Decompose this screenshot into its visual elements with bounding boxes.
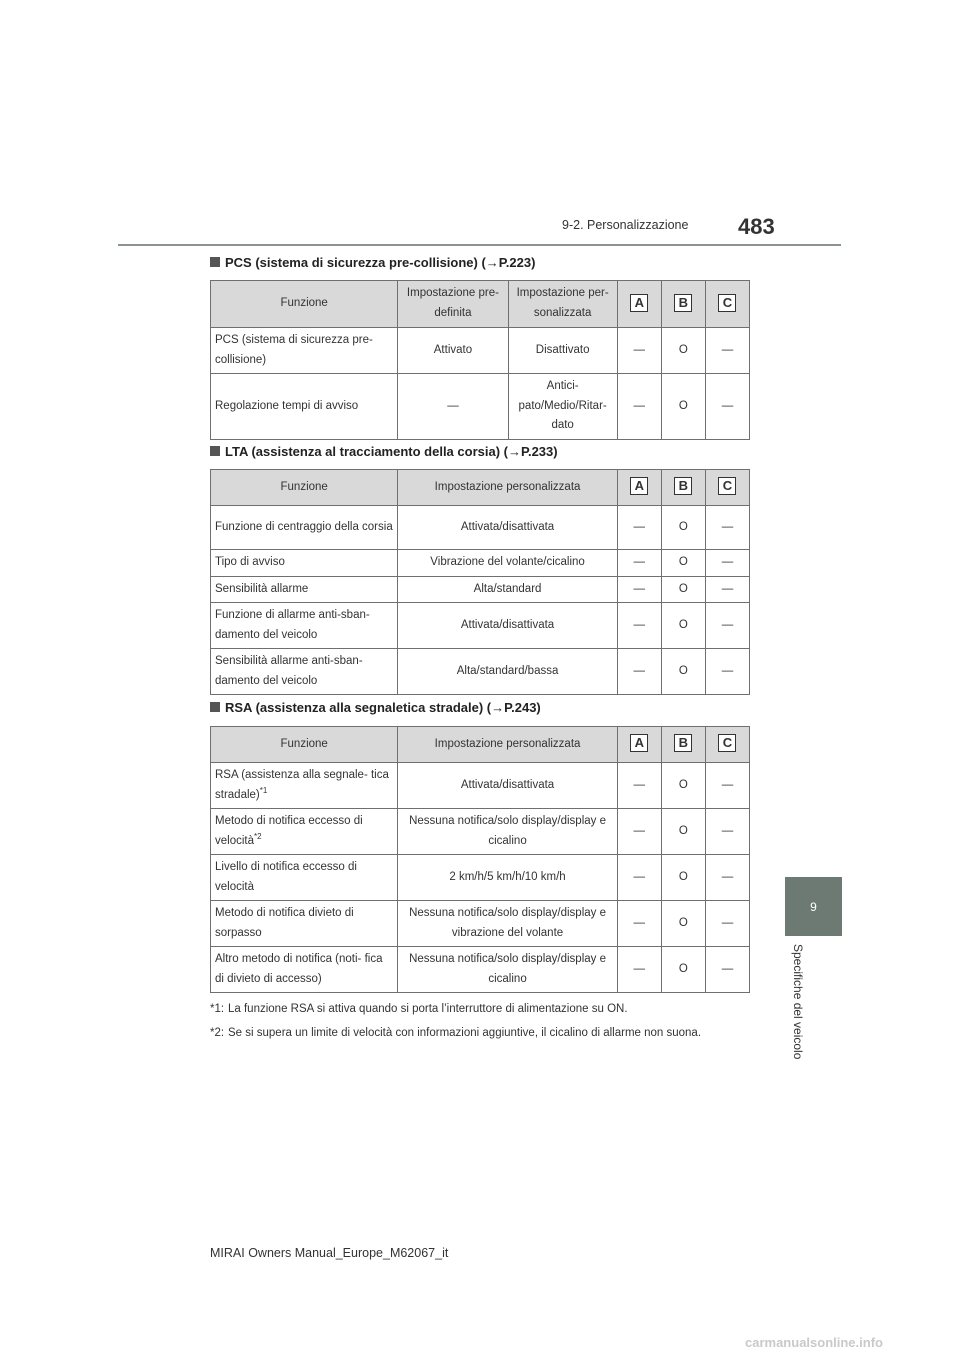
letter-c-icon: C	[718, 294, 736, 312]
cell-custom: Attivata/disattivata	[398, 603, 617, 649]
cell-b: O	[661, 506, 705, 550]
cell-c: —	[705, 576, 749, 603]
table-row	[211, 901, 750, 947]
cell-function: Tipo di avviso	[211, 550, 398, 577]
cell-c: —	[705, 328, 749, 374]
cell-function: Metodo di notifica eccesso di velocità$^{*2}$	[211, 809, 398, 855]
cell-c: —	[705, 374, 749, 440]
table-row	[211, 374, 750, 440]
chapter-label: Specifiche del veicolo	[791, 944, 805, 1060]
footnote-2: *2: Se si supera un limite di velocità con informazioni aggiuntive, il cicalino di allarme non suona.	[210, 1027, 702, 1039]
footnote-ref: *2	[254, 831, 262, 841]
letter-b-icon: B	[674, 294, 692, 312]
cell-c: —	[705, 947, 749, 993]
table-row	[211, 576, 750, 603]
table-row	[211, 603, 750, 649]
cell-a: —	[617, 855, 661, 901]
letter-a-icon: A	[630, 477, 648, 495]
cell-custom: Attivata/disattivata	[398, 506, 617, 550]
table-row	[211, 947, 750, 993]
cell-c: —	[705, 506, 749, 550]
pcs-table	[210, 280, 750, 440]
cell-a: —	[617, 506, 661, 550]
page-number: 483	[738, 214, 775, 239]
cell-a: —	[617, 763, 661, 809]
cell-default: Attivato	[398, 328, 508, 374]
cell-custom: Alta/standard/bassa	[398, 649, 617, 695]
table-row	[211, 855, 750, 901]
table-header-row	[211, 281, 750, 328]
cell-function: Metodo di notifica divieto di sorpasso	[211, 901, 398, 947]
rsa-heading: RSA (assistenza alla segnaletica stradale) (→P.243)	[210, 700, 541, 715]
footnote-1: *1: La funzione RSA si attiva quando si porta l’interruttore di alimentazione su ON.	[210, 1003, 628, 1015]
square-bullet-icon	[210, 257, 220, 267]
cell-a: —	[617, 947, 661, 993]
cell-custom: Nessuna notifica/solo display/display e vibrazione del volante	[398, 901, 617, 947]
table-row	[211, 550, 750, 577]
cell-function: Regolazione tempi di avviso	[211, 374, 398, 440]
square-bullet-icon	[210, 446, 220, 456]
cell-c: —	[705, 550, 749, 577]
cell-c: —	[705, 901, 749, 947]
letter-c-icon: C	[718, 734, 736, 752]
pcs-heading: PCS (sistema di sicurezza pre-collisione) (→P.223)	[210, 255, 535, 270]
cell-custom: Antici- pato/Medio/Ritar- dato	[508, 374, 617, 440]
table-row	[211, 649, 750, 695]
cell-b: O	[661, 855, 705, 901]
table-row	[211, 328, 750, 374]
chapter-tab[interactable]	[785, 877, 842, 936]
cell-c: —	[705, 603, 749, 649]
cell-custom: Attivata/disattivata	[398, 763, 617, 809]
cell-b: O	[661, 603, 705, 649]
cell-c: —	[705, 855, 749, 901]
letter-a-icon: A	[630, 294, 648, 312]
cell-c: —	[705, 763, 749, 809]
table-row	[211, 506, 750, 550]
cell-b: O	[661, 763, 705, 809]
cell-function: Altro metodo di notifica (noti- fica di divieto di accesso)	[211, 947, 398, 993]
letter-c-icon: C	[718, 477, 736, 495]
cell-b: O	[661, 947, 705, 993]
cell-custom: Disattivato	[508, 328, 617, 374]
table-row	[211, 809, 750, 855]
cell-custom: Alta/standard	[398, 576, 617, 603]
cell-a: —	[617, 576, 661, 603]
cell-function: RSA (assistenza alla segnale- tica stradale)$^{*1}$	[211, 763, 398, 809]
footnote-ref: *1	[259, 785, 268, 795]
cell-c: —	[705, 809, 749, 855]
cell-c: —	[705, 649, 749, 695]
watermark: carmanualsonline.info	[745, 1335, 883, 1350]
section-title: 9-2. Personalizzazione	[562, 218, 689, 232]
cell-a: —	[617, 603, 661, 649]
letter-a-icon: A	[630, 734, 648, 752]
square-bullet-icon	[210, 702, 220, 712]
cell-b: O	[661, 576, 705, 603]
cell-function: Funzione di centraggio della corsia	[211, 506, 398, 550]
cell-default: —	[398, 374, 508, 440]
cell-b: O	[661, 809, 705, 855]
col-header-function: Funzione	[211, 470, 398, 506]
cell-function: Sensibilità allarme anti-sban- damento del veicolo	[211, 649, 398, 695]
col-header-custom: Impostazione personalizzata	[398, 727, 617, 763]
letter-b-icon: B	[674, 734, 692, 752]
col-header-function: Funzione	[211, 727, 398, 763]
cell-function: Funzione di allarme anti-sban- damento del veicolo	[211, 603, 398, 649]
cell-a: —	[617, 328, 661, 374]
cell-function: Sensibilità allarme	[211, 576, 398, 603]
col-header-custom: Impostazione personalizzata	[398, 470, 617, 506]
manual-footer: MIRAI Owners Manual_Europe_M62067_it	[210, 1246, 449, 1260]
cell-a: —	[617, 649, 661, 695]
lta-table	[210, 469, 750, 695]
cell-custom: Nessuna notifica/solo display/display e cicalino	[398, 947, 617, 993]
cell-function: PCS (sistema di sicurezza pre- collisione)	[211, 328, 398, 374]
cell-b: O	[661, 649, 705, 695]
cell-function: Livello di notifica eccesso di velocità	[211, 855, 398, 901]
col-header-function: Funzione	[211, 281, 398, 328]
rsa-table	[210, 726, 750, 993]
col-header-custom: Impostazione per- sonalizzata	[508, 281, 617, 328]
cell-a: —	[617, 809, 661, 855]
letter-b-icon: B	[674, 477, 692, 495]
table-header-row	[211, 470, 750, 506]
table-row	[211, 763, 750, 809]
col-header-default: Impostazione pre- definita	[398, 281, 508, 328]
cell-b: O	[661, 374, 705, 440]
cell-a: —	[617, 374, 661, 440]
lta-heading: LTA (assistenza al tracciamento della corsia) (→P.233)	[210, 444, 558, 459]
chapter-number: 9	[810, 899, 817, 914]
cell-b: O	[661, 550, 705, 577]
cell-a: —	[617, 901, 661, 947]
cell-custom: Nessuna notifica/solo display/display e cicalino	[398, 809, 617, 855]
header-divider	[118, 244, 841, 246]
cell-a: —	[617, 550, 661, 577]
cell-b: O	[661, 328, 705, 374]
cell-custom: 2 km/h/5 km/h/10 km/h	[398, 855, 617, 901]
cell-custom: Vibrazione del volante/cicalino	[398, 550, 617, 577]
table-header-row	[211, 727, 750, 763]
cell-b: O	[661, 901, 705, 947]
